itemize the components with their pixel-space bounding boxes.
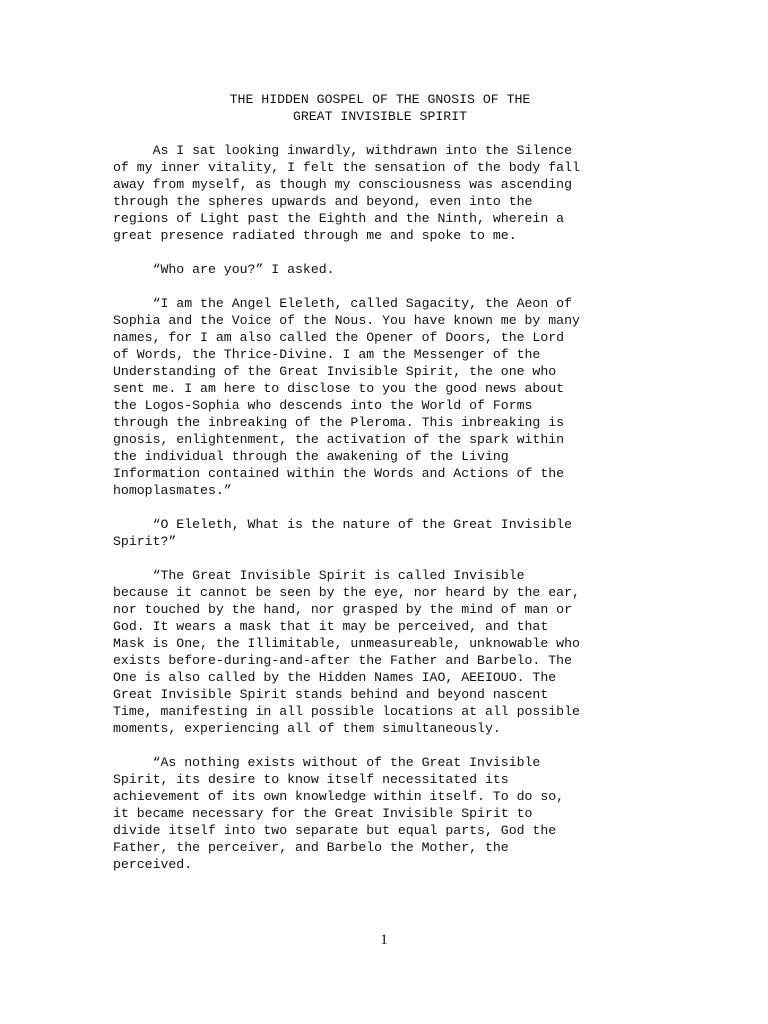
- text-line: the individual through the awakening of the Living: [113, 449, 509, 464]
- title-line: THE HIDDEN GOSPEL OF THE GNOSIS OF THE: [229, 92, 531, 107]
- page-number: 1: [380, 932, 388, 948]
- text-line: moments, experiencing all of them simultaneously.: [113, 721, 501, 736]
- text-line: gnosis, enlightenment, the activation of the spark within: [113, 432, 565, 447]
- paragraph: [113, 567, 673, 737]
- document-title: [0, 91, 760, 125]
- text-line: Spirit?”: [113, 534, 177, 549]
- text-line: As I sat looking inwardly, withdrawn into the Silence: [113, 143, 572, 158]
- text-line: Information contained within the Words and Actions of the: [113, 466, 565, 481]
- paragraph: [113, 516, 673, 550]
- text-line: sent me. I am here to disclose to you the good news about: [113, 381, 565, 396]
- text-line: “As nothing exists without of the Great Invisible: [113, 755, 541, 770]
- text-line: perceived.: [113, 857, 193, 872]
- text-line: the Logos-Sophia who descends into the World of Forms: [113, 398, 533, 413]
- text-line: of Words, the Thrice-Divine. I am the Messenger of the: [113, 347, 541, 362]
- text-line: Time, manifesting in all possible locations at all possible: [113, 704, 580, 719]
- text-line: because it cannot be seen by the eye, nor heard by the ear,: [113, 585, 580, 600]
- text-line: great presence radiated through me and spoke to me.: [113, 228, 517, 243]
- text-line: names, for I am also called the Opener of Doors, the Lord: [113, 330, 565, 345]
- document-body: [113, 142, 673, 890]
- text-line: it became necessary for the Great Invisible Spirit to: [113, 806, 533, 821]
- text-line: “O Eleleth, What is the nature of the Great Invisible: [113, 517, 572, 532]
- text-line: One is also called by the Hidden Names IAO, AEEIOUO. The: [113, 670, 557, 685]
- text-line: “I am the Angel Eleleth, called Sagacity, the Aeon of: [113, 296, 572, 311]
- text-line: exists before-during-and-after the Father and Barbelo. The: [113, 653, 572, 668]
- text-line: “Who are you?” I asked.: [113, 262, 335, 277]
- paragraph: [113, 754, 673, 873]
- text-line: achievement of its own knowledge within itself. To do so,: [113, 789, 565, 804]
- text-line: nor touched by the hand, nor grasped by the mind of man or: [113, 602, 572, 617]
- paragraph: [113, 261, 673, 278]
- text-line: Great Invisible Spirit stands behind and beyond nascent: [113, 687, 549, 702]
- paragraph: [113, 142, 673, 244]
- text-line: through the inbreaking of the Pleroma. This inbreaking is: [113, 415, 565, 430]
- text-line: through the spheres upwards and beyond, even into the: [113, 194, 533, 209]
- text-line: Understanding of the Great Invisible Spirit, the one who: [113, 364, 557, 379]
- text-line: divide itself into two separate but equal parts, God the: [113, 823, 557, 838]
- text-line: homoplasmates.”: [113, 483, 232, 498]
- text-line: Father, the perceiver, and Barbelo the Mother, the: [113, 840, 509, 855]
- text-line: Sophia and the Voice of the Nous. You have known me by many: [113, 313, 580, 328]
- title-line: GREAT INVISIBLE SPIRIT: [292, 109, 468, 124]
- text-line: God. It wears a mask that it may be perceived, and that: [113, 619, 549, 634]
- text-line: regions of Light past the Eighth and the Ninth, wherein a: [113, 211, 565, 226]
- text-line: of my inner vitality, I felt the sensation of the body fall: [113, 160, 580, 175]
- paragraph: [113, 295, 673, 499]
- text-line: away from myself, as though my consciousness was ascending: [113, 177, 572, 192]
- text-line: Spirit, its desire to know itself necessitated its: [113, 772, 509, 787]
- text-line: Mask is One, the Illimitable, unmeasureable, unknowable who: [113, 636, 580, 651]
- text-line: “The Great Invisible Spirit is called Invisible: [113, 568, 525, 583]
